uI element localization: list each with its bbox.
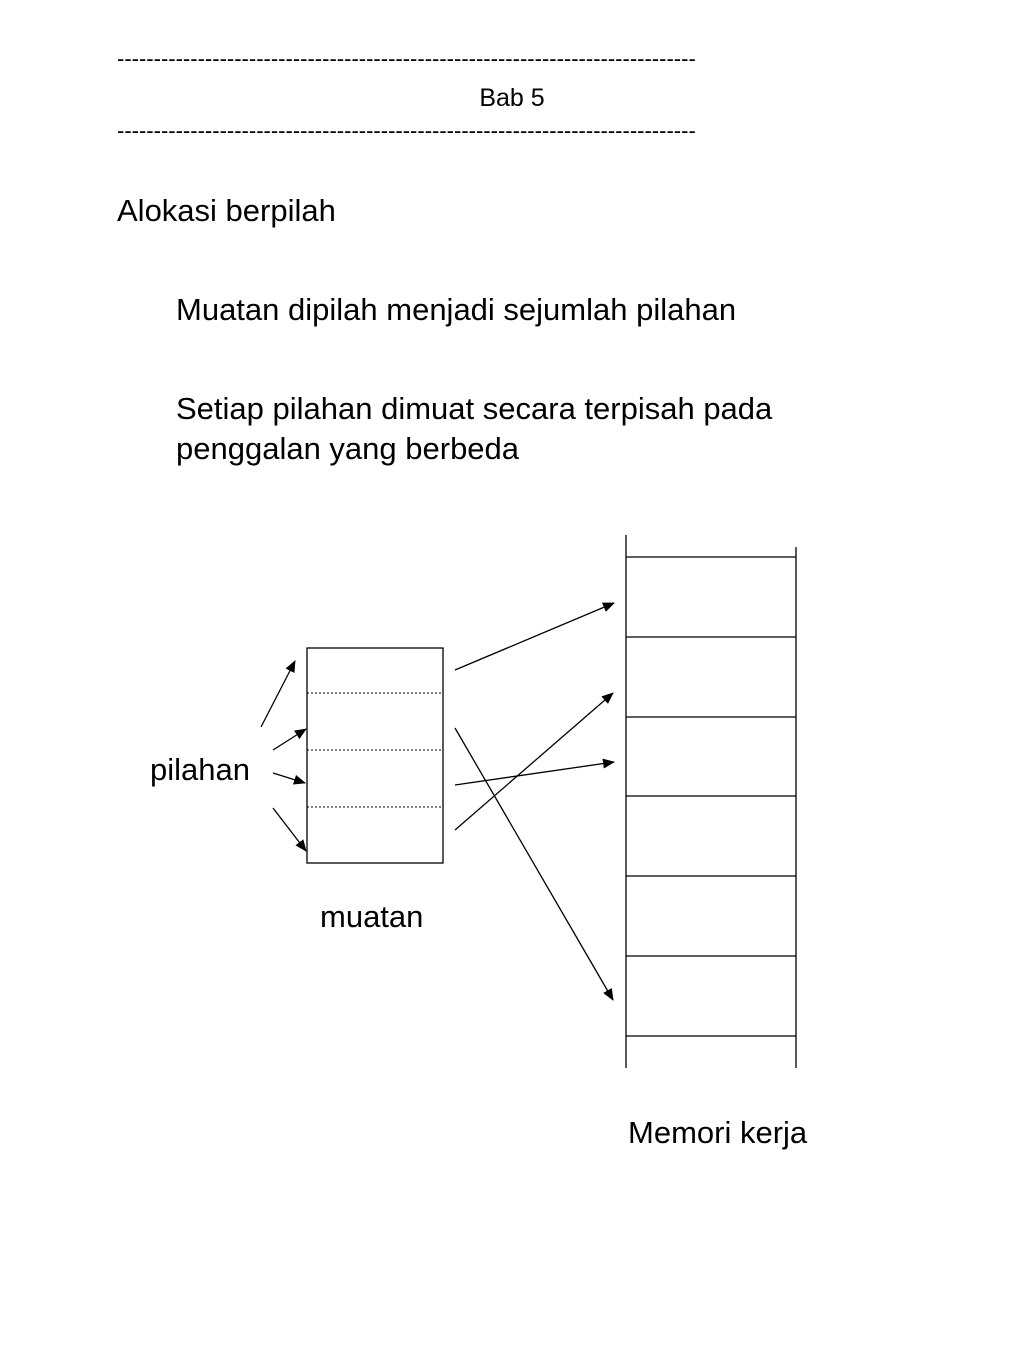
segment-pointer-arrows — [261, 661, 306, 851]
program-box — [307, 648, 443, 863]
allocation-arrow — [455, 762, 614, 785]
memory-label: Memori kerja — [628, 1115, 808, 1150]
section-title: Alokasi berpilah — [117, 193, 336, 228]
allocation-arrows — [455, 603, 614, 1000]
program-box-outline — [307, 648, 443, 863]
point-separate-partitions: Setiap pilahan dimuat secara terpisah pada penggalan yang berbeda — [176, 391, 773, 466]
segment-pointer-arrow — [273, 808, 306, 851]
segment-label: pilahan — [150, 752, 250, 787]
program-label: muatan — [320, 899, 424, 934]
header-rule-top: ------------------------------------------------------------------------------- — [117, 48, 696, 70]
chapter-title: Bab 5 — [479, 84, 545, 112]
segment-pointer-arrow — [273, 729, 306, 750]
allocation-arrow — [455, 728, 613, 1000]
allocation-arrow — [455, 603, 614, 670]
segment-pointer-arrow — [261, 661, 295, 727]
memory-column — [626, 535, 796, 1068]
allocation-arrow — [455, 693, 613, 830]
header-rule-bottom: ------------------------------------------------------------------------------- — [117, 120, 696, 142]
segment-pointer-arrow — [273, 773, 305, 783]
point-segmented-load: Muatan dipilah menjadi sejumlah pilahan — [176, 292, 737, 327]
